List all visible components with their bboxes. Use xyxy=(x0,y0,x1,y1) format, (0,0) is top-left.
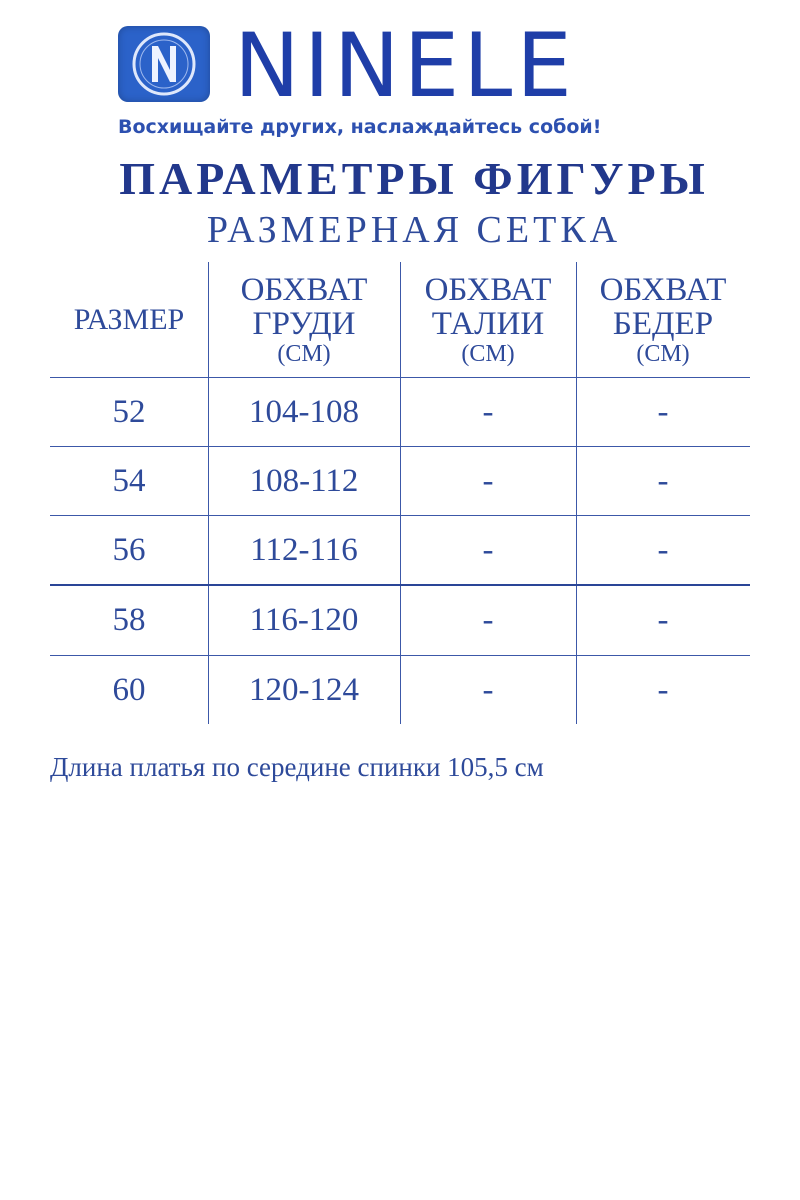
header-waist-line1: ОБХВАТ xyxy=(424,271,552,308)
cell-waist: - xyxy=(482,531,494,568)
cell-hips: - xyxy=(657,671,669,708)
header-waist-line2: ТАЛИИ xyxy=(431,305,545,342)
header-hips-line2: БЕДЕР xyxy=(612,305,714,342)
cell-waist: - xyxy=(482,602,494,638)
cell-size: 54 xyxy=(112,462,146,499)
header-bust xyxy=(208,262,400,377)
cell-size: 56 xyxy=(112,531,146,568)
cell-waist: - xyxy=(482,671,494,708)
header-size-label: РАЗМЕР xyxy=(73,302,185,336)
header-waist-unit: (СМ) xyxy=(461,340,515,367)
size-table xyxy=(50,262,750,724)
cell-size: 58 xyxy=(112,602,146,638)
header-hips xyxy=(576,262,750,377)
header-bust-line2: ГРУДИ xyxy=(252,305,356,342)
cell-waist: - xyxy=(482,393,494,430)
cell-hips: - xyxy=(657,531,669,568)
page-subtitle: РАЗМЕРНАЯ СЕТКА xyxy=(206,209,622,251)
header-hips-unit: (СМ) xyxy=(636,340,690,367)
brand-tagline: Восхищайте других, наслаждайтесь собой! xyxy=(118,116,602,138)
cell-bust: 108-112 xyxy=(249,462,359,499)
header-size xyxy=(50,262,208,377)
cell-size: 52 xyxy=(112,393,146,430)
cell-bust: 112-116 xyxy=(250,531,358,568)
page-title: ПАРАМЕТРЫ ФИГУРЫ xyxy=(119,153,709,204)
cell-hips: - xyxy=(657,602,669,638)
brand-header xyxy=(118,14,698,117)
cell-waist: - xyxy=(482,462,494,499)
cell-hips: - xyxy=(657,462,669,499)
n-monogram-icon xyxy=(118,26,210,102)
cell-bust: 120-124 xyxy=(249,671,359,708)
header-waist xyxy=(400,262,576,377)
dress-length-note: Длина платья по середине спинки 105,5 см xyxy=(50,752,544,782)
header-bust-unit: (СМ) xyxy=(277,340,331,367)
cell-bust: 104-108 xyxy=(249,393,359,430)
cell-hips: - xyxy=(657,393,669,430)
cell-size: 60 xyxy=(112,671,146,708)
cell-bust: 116-120 xyxy=(249,602,359,638)
header-bust-line1: ОБХВАТ xyxy=(240,271,368,308)
brand-name: NINELE xyxy=(234,14,576,117)
header-hips-line1: ОБХВАТ xyxy=(599,271,727,308)
